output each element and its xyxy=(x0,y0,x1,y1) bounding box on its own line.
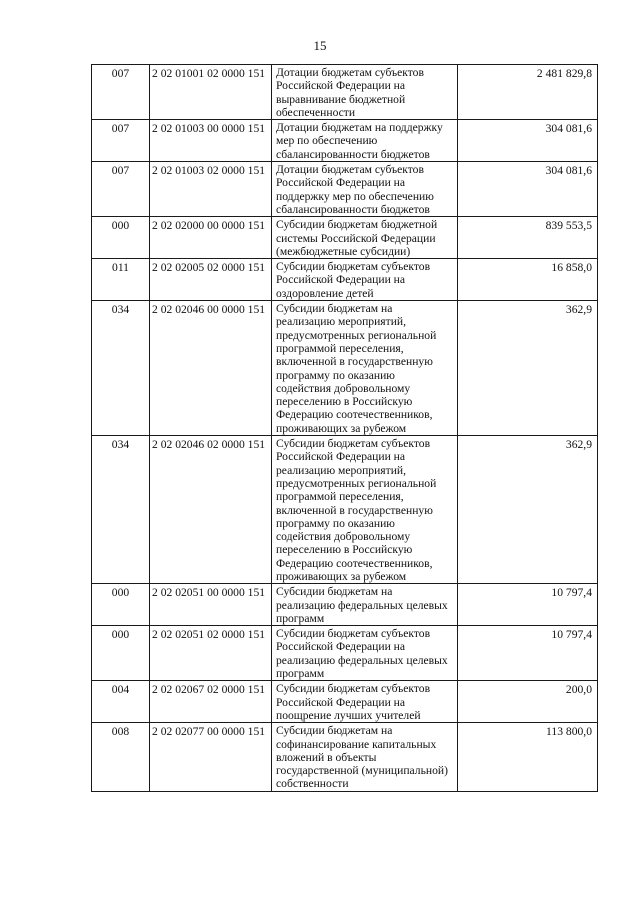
budget-code-cell: 2 02 02051 02 0000 151 xyxy=(150,626,272,681)
revenue-name-line: Субсидии бюджетам бюджетной xyxy=(276,218,438,232)
revenue-name-line: Субсидии бюджетам на xyxy=(276,302,393,316)
revenue-name-line: проживающих за рубежом xyxy=(276,569,407,583)
revenue-name-line: Субсидии бюджетам на xyxy=(276,724,393,738)
revenue-name-line: Российской Федерации на xyxy=(276,640,406,654)
revenue-name-line: Субсидии бюджетам субъектов xyxy=(276,437,431,451)
amount-cell: 304 081,6 xyxy=(458,162,598,217)
budget-code-cell: 2 02 02046 00 0000 151 xyxy=(150,301,272,436)
table-row xyxy=(92,301,598,436)
revenue-name-line: содействия добровольному xyxy=(276,381,411,395)
amount-cell: 362,9 xyxy=(458,436,598,584)
revenue-name-line: содействия добровольному xyxy=(276,530,411,544)
revenue-name-line: Российской Федерации на xyxy=(276,450,406,464)
budget-code-cell: 2 02 02000 00 0000 151 xyxy=(150,217,272,259)
revenue-name-cell xyxy=(272,259,458,301)
table-row xyxy=(92,120,598,162)
revenue-name-line: Дотации бюджетам субъектов xyxy=(276,66,424,79)
admin-code-cell: 011 xyxy=(92,259,150,301)
amount-cell: 304 081,6 xyxy=(458,120,598,162)
revenue-name-cell xyxy=(272,301,458,436)
table-row xyxy=(92,584,598,626)
budget-code-cell: 2 02 02046 02 0000 151 xyxy=(150,436,272,584)
revenue-name-cell xyxy=(272,723,458,791)
revenue-name-line: оздоровление детей xyxy=(276,286,374,300)
table-row xyxy=(92,162,598,217)
amount-cell: 10 797,4 xyxy=(458,626,598,681)
revenue-name-line: Российской Федерации на xyxy=(276,176,406,190)
table-body xyxy=(92,65,598,792)
revenue-name-line: проживающих за рубежом xyxy=(276,421,407,435)
admin-code-cell: 004 xyxy=(92,681,150,723)
budget-code-cell: 2 02 01003 02 0000 151 xyxy=(150,162,272,217)
budget-code-cell: 2 02 02051 00 0000 151 xyxy=(150,584,272,626)
admin-code-cell: 008 xyxy=(92,723,150,791)
budget-code-cell: 2 02 01003 00 0000 151 xyxy=(150,120,272,162)
revenue-name-line: поддержку мер по обеспечению xyxy=(276,189,434,203)
amount-cell: 362,9 xyxy=(458,301,598,436)
page-number: 15 xyxy=(313,38,327,53)
revenue-name-line: обеспеченности xyxy=(276,105,356,119)
admin-code-cell: 007 xyxy=(92,162,150,217)
amount-cell: 16 858,0 xyxy=(458,259,598,301)
revenue-name-line: переселению в Российскую xyxy=(276,543,413,557)
revenue-name-line: Субсидии бюджетам на xyxy=(276,585,393,599)
revenue-name-line: переселению в Российскую xyxy=(276,395,413,409)
revenue-name-line: собственности xyxy=(276,777,349,791)
admin-code-cell: 000 xyxy=(92,626,150,681)
revenue-name-line: софинансирование капитальных xyxy=(276,737,437,751)
revenue-name-line: Дотации бюджетам субъектов xyxy=(276,163,424,177)
revenue-name-line: реализацию мероприятий, xyxy=(276,315,407,329)
amount-cell: 113 800,0 xyxy=(458,723,598,791)
table-row xyxy=(92,65,598,120)
revenue-name-cell xyxy=(272,65,458,120)
revenue-name-line: реализацию федеральных целевых xyxy=(276,598,448,612)
revenue-name-line: Российской Федерации на xyxy=(276,695,406,709)
revenue-name-line: вложений в объекты xyxy=(276,750,377,764)
revenue-name-cell xyxy=(272,120,458,162)
revenue-name-line: мер по обеспечению xyxy=(276,134,378,148)
amount-cell: 2 481 829,8 xyxy=(458,65,598,120)
revenue-name-line: сбалансированности бюджетов xyxy=(276,202,430,216)
table-row xyxy=(92,626,598,681)
amount-cell: 200,0 xyxy=(458,681,598,723)
revenue-name-line: Федерацию соотечественников, xyxy=(276,408,433,422)
revenue-name-cell xyxy=(272,626,458,681)
revenue-name-line: программой переселения, xyxy=(276,490,404,504)
budget-code-cell: 2 02 02005 02 0000 151 xyxy=(150,259,272,301)
revenue-name-line: включенной в государственную xyxy=(276,503,433,517)
budget-code-cell: 2 02 02077 00 0000 151 xyxy=(150,723,272,791)
revenue-name-line: Субсидии бюджетам субъектов xyxy=(276,627,431,641)
admin-code-cell: 000 xyxy=(92,217,150,259)
revenue-name-line: поощрение лучших учителей xyxy=(276,708,421,722)
table-row xyxy=(92,723,598,791)
table-row xyxy=(92,217,598,259)
revenue-name-line: государственной (муниципальной) xyxy=(276,764,448,778)
revenue-name-line: реализацию мероприятий, xyxy=(276,463,407,477)
revenue-name-line: Субсидии бюджетам субъектов xyxy=(276,682,431,696)
budget-revenue-table xyxy=(91,64,598,792)
budget-code-cell: 2 02 01001 02 0000 151 xyxy=(150,65,272,120)
budget-code-cell: 2 02 02067 02 0000 151 xyxy=(150,681,272,723)
revenue-name-line: предусмотренных региональной xyxy=(276,328,437,342)
revenue-name-line: Дотации бюджетам на поддержку xyxy=(276,121,443,135)
revenue-name-line: программ xyxy=(276,667,325,681)
revenue-name-line: программу по оказанию xyxy=(276,368,395,382)
revenue-name-line: Субсидии бюджетам субъектов xyxy=(276,260,431,274)
revenue-name-line: программой переселения, xyxy=(276,341,404,355)
revenue-name-line: системы Российской Федерации xyxy=(276,231,436,245)
revenue-name-line: реализацию федеральных целевых xyxy=(276,653,448,667)
admin-code-cell: 007 xyxy=(92,65,150,120)
revenue-name-cell xyxy=(272,584,458,626)
table-row xyxy=(92,259,598,301)
revenue-name-line: Российской Федерации на xyxy=(276,79,406,93)
admin-code-cell: 000 xyxy=(92,584,150,626)
revenue-name-cell xyxy=(272,436,458,584)
revenue-name-line: выравнивание бюджетной xyxy=(276,92,406,106)
revenue-name-line: программу по оказанию xyxy=(276,516,395,530)
revenue-name-line: Федерацию соотечественников, xyxy=(276,556,433,570)
revenue-name-line: включенной в государственную xyxy=(276,355,433,369)
revenue-name-cell xyxy=(272,162,458,217)
revenue-name-line: (межбюджетные субсидии) xyxy=(276,244,411,258)
revenue-name-line: сбалансированности бюджетов xyxy=(276,147,430,161)
table-row xyxy=(92,681,598,723)
amount-cell: 10 797,4 xyxy=(458,584,598,626)
revenue-name-cell xyxy=(272,217,458,259)
revenue-name-line: программ xyxy=(276,611,325,625)
admin-code-cell: 007 xyxy=(92,120,150,162)
revenue-name-line: предусмотренных региональной xyxy=(276,476,437,490)
amount-cell: 839 553,5 xyxy=(458,217,598,259)
table-row xyxy=(92,436,598,584)
revenue-name-line: Российской Федерации на xyxy=(276,273,406,287)
revenue-name-cell xyxy=(272,681,458,723)
admin-code-cell: 034 xyxy=(92,436,150,584)
admin-code-cell: 034 xyxy=(92,301,150,436)
